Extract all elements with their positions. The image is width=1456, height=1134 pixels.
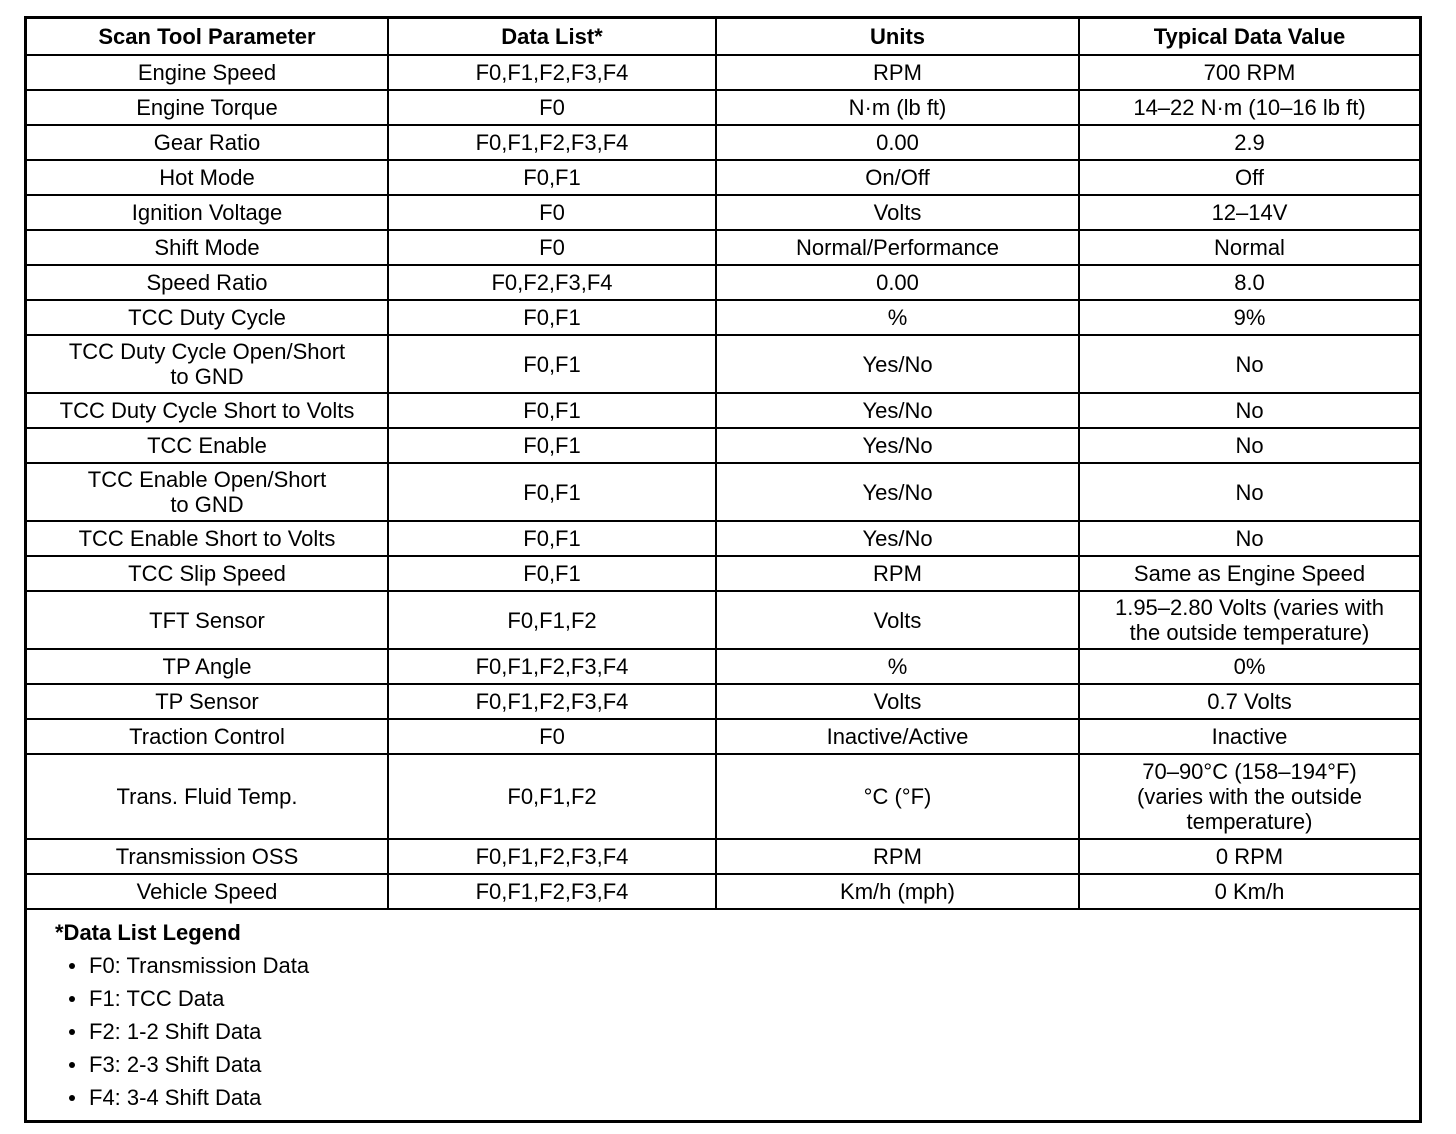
cell-data-list: F0,F1,F2,F3,F4 xyxy=(388,839,716,874)
table-row xyxy=(27,300,1419,335)
table-row xyxy=(27,335,1419,393)
cell-units: Normal/Performance xyxy=(716,230,1079,265)
cell-units: Volts xyxy=(716,591,1079,649)
cell-typical-value xyxy=(1079,393,1419,428)
cell-parameter xyxy=(27,754,388,839)
cell-typical-value-line: Normal xyxy=(1214,235,1285,260)
cell-parameter xyxy=(27,90,388,125)
cell-parameter xyxy=(27,160,388,195)
cell-parameter-line: TCC Enable xyxy=(147,433,267,458)
cell-typical-value xyxy=(1079,125,1419,160)
cell-typical-value-line: No xyxy=(1235,479,1264,505)
cell-typical-value-line: Same as Engine Speed xyxy=(1133,561,1366,586)
cell-typical-value xyxy=(1079,335,1419,393)
bullet-icon xyxy=(69,1095,75,1101)
cell-parameter-line: to GND xyxy=(170,492,244,517)
cell-parameter xyxy=(27,556,388,591)
bullet-icon xyxy=(69,1029,75,1035)
legend-list xyxy=(49,949,1419,1114)
legend-item-text: F4: 3-4 Shift Data xyxy=(89,1085,262,1110)
table-row xyxy=(27,125,1419,160)
cell-units: Km/h (mph) xyxy=(716,874,1079,909)
cell-parameter-line: Hot Mode xyxy=(159,165,255,190)
cell-units: RPM xyxy=(716,55,1079,90)
cell-parameter-line: Traction Control xyxy=(129,724,285,749)
cell-typical-value-line: 14–22 N·m (10–16 lb ft) xyxy=(1133,95,1366,120)
cell-typical-value xyxy=(1079,591,1419,649)
cell-parameter xyxy=(27,428,388,463)
cell-parameter-line: Vehicle Speed xyxy=(136,879,278,904)
bullet-icon xyxy=(69,963,75,969)
cell-data-list: F0,F1,F2 xyxy=(388,591,716,649)
cell-parameter xyxy=(27,195,388,230)
cell-parameter xyxy=(27,393,388,428)
cell-parameter xyxy=(27,55,388,90)
cell-units: Yes/No xyxy=(716,428,1079,463)
cell-typical-value-line: No xyxy=(1235,351,1264,377)
table-row xyxy=(27,265,1419,300)
cell-parameter xyxy=(27,125,388,160)
cell-units: N·m (lb ft) xyxy=(716,90,1079,125)
cell-parameter-line: Engine Torque xyxy=(136,95,278,120)
table-body xyxy=(27,55,1419,909)
cell-typical-value xyxy=(1079,428,1419,463)
cell-data-list: F0,F1,F2,F3,F4 xyxy=(388,874,716,909)
scan-tool-data-table xyxy=(27,19,1419,910)
cell-units: 0.00 xyxy=(716,125,1079,160)
cell-data-list: F0 xyxy=(388,230,716,265)
cell-units: °C (°F) xyxy=(716,754,1079,839)
table-row xyxy=(27,195,1419,230)
cell-data-list: F0,F1 xyxy=(388,335,716,393)
cell-data-list: F0,F1,F2,F3,F4 xyxy=(388,125,716,160)
cell-parameter-line: Gear Ratio xyxy=(153,130,261,155)
cell-data-list: F0,F1 xyxy=(388,160,716,195)
cell-parameter-line: TCC Duty Cycle Short to Volts xyxy=(59,398,355,423)
cell-parameter xyxy=(27,230,388,265)
table-row xyxy=(27,684,1419,719)
cell-units: % xyxy=(716,300,1079,335)
cell-units: Yes/No xyxy=(716,463,1079,521)
cell-typical-value-line: the outside temperature) xyxy=(1129,620,1370,645)
cell-typical-value-line: 1.95–2.80 Volts (varies with xyxy=(1114,595,1385,620)
cell-typical-value-line: No xyxy=(1235,398,1264,423)
cell-units: Volts xyxy=(716,684,1079,719)
cell-typical-value-line: No xyxy=(1235,526,1264,551)
cell-parameter-line: TCC Enable Open/Short xyxy=(87,467,327,492)
cell-typical-value xyxy=(1079,684,1419,719)
cell-parameter-line: to GND xyxy=(170,364,244,389)
cell-parameter xyxy=(27,839,388,874)
cell-parameter-line: TCC Duty Cycle Open/Short xyxy=(68,339,346,364)
cell-typical-value xyxy=(1079,719,1419,754)
table-row xyxy=(27,55,1419,90)
cell-parameter-line: TCC Enable Short to Volts xyxy=(78,526,336,551)
cell-units: Yes/No xyxy=(716,393,1079,428)
cell-units: Yes/No xyxy=(716,521,1079,556)
table-row xyxy=(27,839,1419,874)
cell-parameter xyxy=(27,591,388,649)
cell-data-list: F0,F1 xyxy=(388,463,716,521)
cell-data-list: F0,F1,F2,F3,F4 xyxy=(388,55,716,90)
cell-typical-value xyxy=(1079,90,1419,125)
header-scan-tool-parameter: Scan Tool Parameter xyxy=(27,19,388,55)
cell-parameter xyxy=(27,300,388,335)
cell-typical-value xyxy=(1079,230,1419,265)
cell-typical-value xyxy=(1079,874,1419,909)
cell-typical-value-line: 0% xyxy=(1233,654,1266,679)
cell-typical-value-line: No xyxy=(1235,433,1264,458)
cell-typical-value-line: (varies with the outside xyxy=(1137,784,1362,809)
table-row xyxy=(27,463,1419,521)
cell-typical-value-line: 8.0 xyxy=(1234,270,1265,295)
cell-units: Inactive/Active xyxy=(716,719,1079,754)
cell-data-list: F0,F1,F2,F3,F4 xyxy=(388,649,716,684)
table-row xyxy=(27,393,1419,428)
legend-item xyxy=(49,982,1419,1015)
cell-typical-value xyxy=(1079,521,1419,556)
cell-parameter xyxy=(27,719,388,754)
cell-units: RPM xyxy=(716,839,1079,874)
cell-typical-value-line: 70–90°C (158–194°F) xyxy=(1142,759,1357,784)
scan-tool-data-sheet xyxy=(24,16,1422,1123)
cell-typical-value-line: temperature) xyxy=(1186,809,1313,834)
cell-typical-value-line: 12–14V xyxy=(1211,200,1288,225)
cell-data-list: F0 xyxy=(388,90,716,125)
cell-parameter xyxy=(27,265,388,300)
cell-typical-value-line: 0 RPM xyxy=(1215,844,1284,869)
cell-typical-value xyxy=(1079,195,1419,230)
legend-item xyxy=(49,1015,1419,1048)
cell-typical-value xyxy=(1079,160,1419,195)
cell-units: On/Off xyxy=(716,160,1079,195)
legend-item xyxy=(49,949,1419,982)
cell-data-list: F0,F1 xyxy=(388,300,716,335)
table-row xyxy=(27,428,1419,463)
cell-data-list: F0,F1 xyxy=(388,393,716,428)
cell-typical-value-line: 9% xyxy=(1233,305,1266,330)
cell-typical-value-line: Off xyxy=(1235,165,1264,190)
cell-parameter xyxy=(27,335,388,393)
cell-data-list: F0 xyxy=(388,195,716,230)
cell-typical-value xyxy=(1079,265,1419,300)
cell-units: Volts xyxy=(716,195,1079,230)
header-data-list: Data List* xyxy=(388,19,716,55)
cell-units: % xyxy=(716,649,1079,684)
cell-parameter xyxy=(27,649,388,684)
cell-typical-value-line: 700 RPM xyxy=(1203,60,1296,85)
cell-parameter-line: Trans. Fluid Temp. xyxy=(116,784,298,809)
table-row xyxy=(27,719,1419,754)
cell-parameter-line: Transmission OSS xyxy=(115,844,299,869)
legend-item-text: F0: Transmission Data xyxy=(89,953,310,978)
table-row xyxy=(27,649,1419,684)
table-row xyxy=(27,754,1419,839)
legend-item-text: F2: 1-2 Shift Data xyxy=(89,1019,262,1044)
cell-parameter xyxy=(27,684,388,719)
cell-typical-value-line: Inactive xyxy=(1211,724,1288,749)
cell-data-list: F0 xyxy=(388,719,716,754)
table-row xyxy=(27,591,1419,649)
table-row xyxy=(27,521,1419,556)
cell-parameter xyxy=(27,521,388,556)
cell-units: RPM xyxy=(716,556,1079,591)
table-row xyxy=(27,160,1419,195)
cell-data-list: F0,F1,F2 xyxy=(388,754,716,839)
cell-parameter-line: TP Sensor xyxy=(155,689,259,714)
cell-data-list: F0,F2,F3,F4 xyxy=(388,265,716,300)
table-row xyxy=(27,230,1419,265)
header-units: Units xyxy=(716,19,1079,55)
cell-data-list: F0,F1 xyxy=(388,521,716,556)
cell-data-list: F0,F1 xyxy=(388,428,716,463)
table-header-row xyxy=(27,19,1419,55)
cell-typical-value xyxy=(1079,649,1419,684)
cell-parameter-line: TCC Slip Speed xyxy=(128,561,286,586)
cell-parameter xyxy=(27,463,388,521)
legend-item xyxy=(49,1048,1419,1081)
cell-typical-value xyxy=(1079,754,1419,839)
cell-parameter xyxy=(27,874,388,909)
cell-data-list: F0,F1,F2,F3,F4 xyxy=(388,684,716,719)
header-typical-data-value: Typical Data Value xyxy=(1079,19,1419,55)
cell-parameter-line: Shift Mode xyxy=(154,235,260,260)
cell-typical-value xyxy=(1079,55,1419,90)
cell-typical-value xyxy=(1079,839,1419,874)
legend-item xyxy=(49,1081,1419,1114)
cell-units: 0.00 xyxy=(716,265,1079,300)
cell-parameter-line: Speed Ratio xyxy=(146,270,268,295)
table-row xyxy=(27,90,1419,125)
cell-data-list: F0,F1 xyxy=(388,556,716,591)
cell-typical-value-line: 2.9 xyxy=(1234,130,1265,155)
cell-typical-value xyxy=(1079,463,1419,521)
bullet-icon xyxy=(69,1062,75,1068)
legend-item-text: F3: 2-3 Shift Data xyxy=(89,1052,262,1077)
cell-typical-value xyxy=(1079,300,1419,335)
cell-units: Yes/No xyxy=(716,335,1079,393)
table-row xyxy=(27,874,1419,909)
cell-typical-value-line: 0.7 Volts xyxy=(1207,689,1292,714)
cell-typical-value xyxy=(1079,556,1419,591)
legend-title: *Data List Legend xyxy=(55,920,241,945)
cell-parameter-line: TCC Duty Cycle xyxy=(128,305,286,330)
cell-typical-value-line: 0 Km/h xyxy=(1214,879,1285,904)
bullet-icon xyxy=(69,996,75,1002)
cell-parameter-line: TP Angle xyxy=(162,654,252,679)
cell-parameter-line: TFT Sensor xyxy=(149,607,265,633)
legend-item-text: F1: TCC Data xyxy=(89,986,225,1011)
table-row xyxy=(27,556,1419,591)
cell-parameter-line: Ignition Voltage xyxy=(131,200,283,225)
cell-parameter-line: Engine Speed xyxy=(137,60,277,85)
data-list-legend xyxy=(27,910,1419,1120)
